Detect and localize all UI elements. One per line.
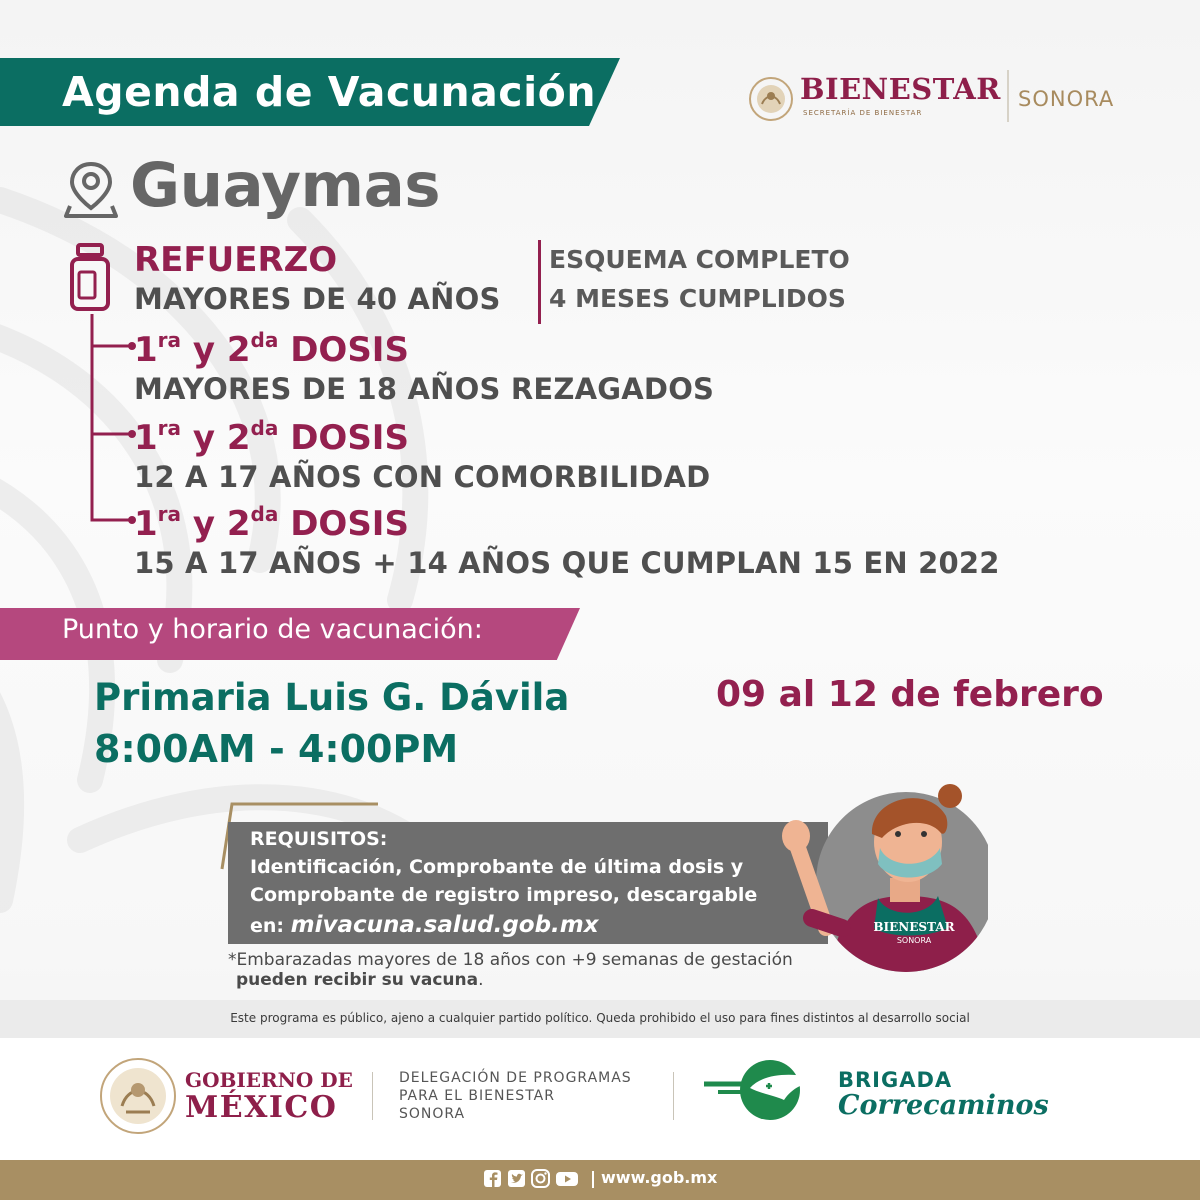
location-banner-label: Punto y horario de vacunación: <box>62 614 483 645</box>
delegacion-line2: PARA EL BIENESTAR <box>399 1088 555 1104</box>
youtube-icon[interactable] <box>556 1172 578 1186</box>
mexico-coat-of-arms-icon <box>98 1056 178 1136</box>
gobierno-logo-line1: GOBIERNO DE <box>185 1068 353 1092</box>
dose-audience: 15 A 17 AÑOS + 14 AÑOS QUE CUMPLAN 15 EN 2022 <box>134 546 1000 580</box>
vaccine-vial-icon <box>66 242 114 314</box>
location-pin-icon <box>64 160 118 220</box>
avatar-badge-text: BIENESTAR <box>873 920 955 934</box>
pregnancy-note: pueden recibir su vacuna. <box>236 970 484 990</box>
dose-heading: $1^{ra}$ y $2^{da}$ DOSIS <box>134 416 409 458</box>
roadrunner-logo-icon <box>700 1058 830 1122</box>
delegacion-line3: SONORA <box>399 1106 466 1122</box>
dose-heading: $1^{ra}$ y $2^{da}$ DOSIS <box>134 328 409 370</box>
footer-divider <box>592 1171 594 1188</box>
facebook-icon[interactable] <box>484 1170 501 1187</box>
vaccination-hours: 8:00AM - 4:00PM <box>94 727 459 771</box>
brigada-logo-line1: BRIGADA <box>838 1068 953 1092</box>
dose-heading: $1^{ra}$ y $2^{da}$ DOSIS <box>134 502 409 544</box>
dose-audience: 12 A 17 AÑOS CON COMORBILIDAD <box>134 460 711 494</box>
disclaimer-text: Este programa es público, ajeno a cualquier partido político. Queda prohibido el uso para fines distintos al desarrollo social <box>230 1011 970 1025</box>
website-link[interactable]: www.gob.mx <box>601 1168 718 1187</box>
city-name: Guaymas <box>130 150 441 221</box>
masked-person-illustration <box>778 778 988 978</box>
brigada-logo-line2: Correcaminos <box>838 1090 1049 1121</box>
bienestar-logo-text: BIENESTAR <box>800 72 1001 106</box>
vaccination-dates: 09 al 12 de febrero <box>716 674 1104 715</box>
dose-audience: MAYORES DE 18 AÑOS REZAGADOS <box>134 372 715 406</box>
registration-link[interactable]: mivacuna.salud.gob.mx <box>290 912 599 938</box>
refuerzo-divider <box>538 240 541 324</box>
requirements-title: REQUISITOS: <box>250 828 388 850</box>
state-label: SONORA <box>1018 87 1115 111</box>
refuerzo-condition-1: ESQUEMA COMPLETO <box>549 245 850 274</box>
delegacion-line1: DELEGACIÓN DE PROGRAMAS <box>399 1070 632 1086</box>
requirements-text: en: mivacuna.salud.gob.mx <box>250 912 599 938</box>
pregnancy-note: *Embarazadas mayores de 18 años con +9 semanas de gestación <box>228 950 793 970</box>
header-divider <box>1007 70 1009 122</box>
bienestar-logo-subtitle: SECRETARÍA DE BIENESTAR <box>803 109 923 117</box>
footer-divider <box>372 1072 373 1120</box>
page-title: Agenda de Vacunación <box>62 68 597 116</box>
refuerzo-audience: MAYORES DE 40 AÑOS <box>134 282 501 316</box>
instagram-icon[interactable] <box>532 1170 549 1187</box>
dose-tree-connector <box>86 314 138 534</box>
refuerzo-heading: REFUERZO <box>134 240 338 280</box>
requirements-text: Comprobante de registro impreso, descargable <box>250 884 758 906</box>
bottom-bar <box>0 1160 1200 1200</box>
vaccination-place: Primaria Luis G. Dávila <box>94 676 570 719</box>
twitter-icon[interactable] <box>508 1170 525 1187</box>
requirements-text: Identificación, Comprobante de última dosis y <box>250 856 744 878</box>
gobierno-logo-line2: MÉXICO <box>185 1090 338 1125</box>
social-icons <box>484 1169 580 1189</box>
mexico-seal-icon <box>748 76 794 122</box>
refuerzo-condition-2: 4 MESES CUMPLIDOS <box>549 284 846 313</box>
avatar-badge-subtext: SONORA <box>896 936 932 945</box>
footer-divider <box>673 1072 674 1120</box>
